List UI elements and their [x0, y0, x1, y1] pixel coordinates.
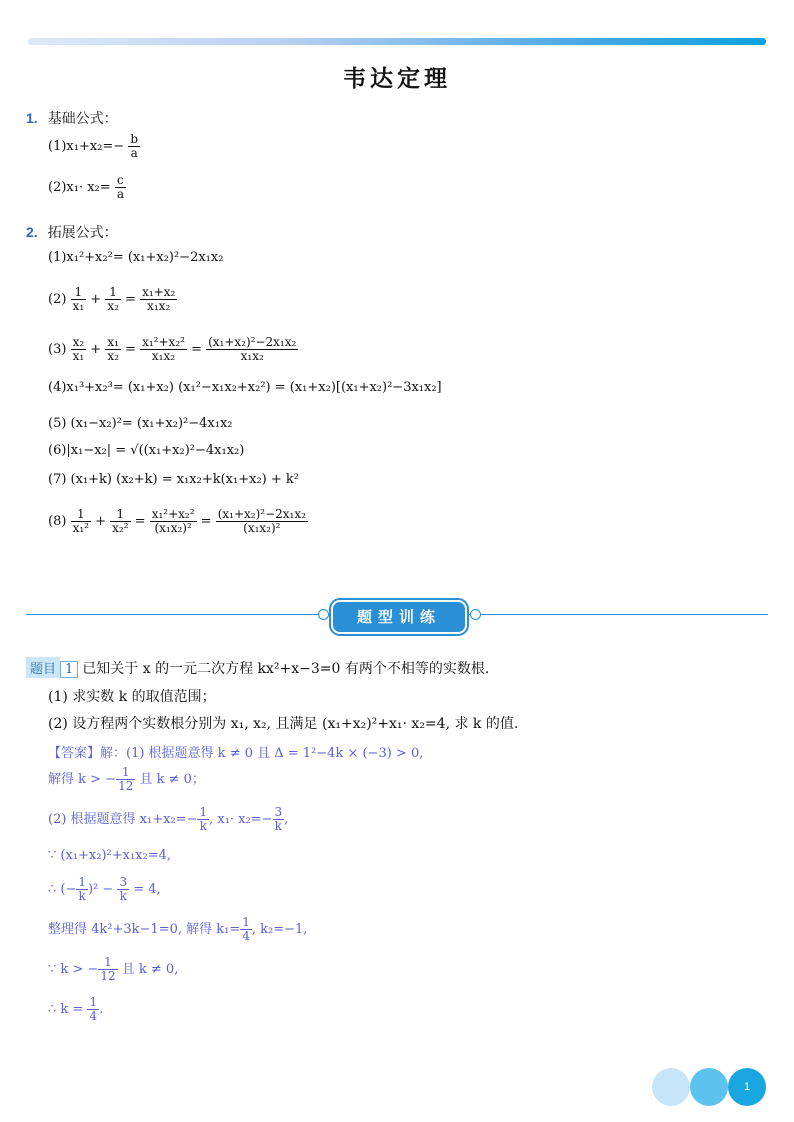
formula-index: (2): [48, 292, 67, 307]
answer-line-5: [48, 876, 161, 903]
answer-line-7: [48, 956, 178, 983]
formula-text: (1)x₁+x₂=−: [48, 139, 125, 154]
fraction: [116, 766, 135, 793]
fraction: [216, 508, 308, 535]
answer-text: ,: [284, 812, 289, 827]
numerator: 1: [199, 805, 208, 819]
numerator: 1: [71, 286, 87, 300]
denominator: x₁: [72, 349, 85, 363]
formula-index: (3): [48, 342, 67, 357]
numerator: 1: [110, 508, 130, 522]
numerator: 1: [105, 286, 121, 300]
answer-line-2: [48, 766, 205, 793]
fraction: [71, 286, 87, 313]
fraction: [206, 336, 298, 363]
fraction: [273, 806, 285, 833]
question-1: (1) 求实数 k 的取值范围；: [48, 689, 216, 705]
denominator: x₂: [107, 349, 119, 363]
fraction: [71, 336, 87, 363]
denominator: k: [199, 819, 207, 833]
answer-text: ∴ k =: [48, 1002, 88, 1017]
denominator: 4: [242, 929, 250, 943]
section-heading-basic: [26, 108, 118, 128]
formula-line-2: (2) $\frac{1}{\text{x₁}}$ + $\frac{1}{\text{x₂}}$ = $\frac{\text{x₁+x₂}}{\text{x₁x₂}}$: [48, 285, 176, 313]
numerator: (x₁+x₂)²−2x₁x₂: [217, 507, 306, 521]
section-heading-extended: [26, 222, 118, 242]
fraction: [240, 916, 252, 943]
numerator: 1: [78, 875, 87, 889]
denominator: x₁x₂: [147, 299, 171, 313]
fraction: [115, 174, 126, 201]
denominator: x₂²: [112, 521, 129, 535]
answer-text: 且 k ≠ 0；: [135, 772, 205, 787]
numerator: x₁²+x₂²: [151, 507, 195, 521]
formula-sum: [48, 133, 140, 160]
answer-text: ∴ (−: [48, 882, 77, 897]
answer-text: = 4,: [129, 882, 161, 897]
denominator: a: [116, 187, 124, 201]
answer-line-3: [48, 806, 288, 833]
answer-text: (2) 根据题意得 x₁+x₂=−: [48, 812, 198, 827]
denominator: (x₁x₂)²: [154, 521, 192, 535]
numerator: 1: [242, 915, 250, 929]
numerator: 3: [274, 805, 283, 819]
page-title: 韦达定理: [343, 65, 451, 92]
denominator: (x₁x₂)²: [243, 521, 281, 535]
answer-line-8: [48, 996, 103, 1023]
answer-line-1: 【答案】解：(1) 根据题意得 k ≠ 0 且 Δ = 1²−4k × (−3) > 0,: [48, 746, 424, 761]
numerator: (x₁+x₂)²−2x₁x₂: [208, 335, 297, 349]
fraction: [140, 336, 187, 363]
formula-line-4: (4)x₁³+x₂³= (x₁+x₂) (x₁²−x₁x₂+x₂²) = (x₁+x₂)[(x₁+x₂)²−3x₁x₂]: [48, 380, 442, 395]
fraction: [110, 508, 130, 535]
denominator: 12: [100, 969, 116, 983]
fraction: [105, 336, 121, 363]
section-number: 1.: [26, 110, 38, 126]
problem-number: 1: [60, 661, 78, 678]
fraction: [76, 876, 88, 903]
answer-text: 解得 k > −: [48, 772, 117, 787]
footer-circle-light: [652, 1068, 690, 1106]
denominator: k: [274, 819, 282, 833]
fraction: [98, 956, 117, 983]
problem-text: 已知关于 x 的一元二次方程 kx²+x−3=0 有两个不相等的实数根.: [82, 661, 490, 677]
numerator: 1: [71, 508, 91, 522]
denominator: 12: [118, 779, 134, 793]
answer-text: , x₁· x₂=−: [209, 812, 273, 827]
answer-line-6: [48, 916, 307, 943]
fraction: [197, 806, 209, 833]
section-title: 基础公式：: [47, 111, 118, 127]
denominator: x₁x₂: [151, 349, 176, 363]
answer-text: .: [99, 1002, 104, 1017]
denominator: x₂: [107, 299, 119, 313]
numerator: x₁+x₂: [142, 285, 176, 299]
fraction: [71, 508, 91, 535]
fraction: [150, 508, 197, 535]
footer-circle-mid: [690, 1068, 728, 1106]
answer-text: )² −: [88, 882, 118, 897]
denominator: x₁x₂: [240, 349, 264, 363]
formula-line-6: (6)|x₁−x₂| = √((x₁+x₂)²−4x₁x₂): [48, 443, 245, 458]
denominator: a: [130, 146, 138, 160]
numerator: c: [115, 174, 126, 188]
numerator: x₁: [107, 335, 119, 349]
numerator: b: [130, 132, 139, 146]
numerator: 1: [116, 766, 135, 780]
fraction: [117, 876, 129, 903]
formula-product: [48, 174, 126, 201]
formula-index: (8): [48, 514, 67, 529]
numerator: 1: [98, 956, 117, 970]
fraction: [140, 286, 177, 313]
fraction: [105, 286, 121, 313]
numerator: 1: [89, 995, 98, 1009]
formula-line-8: (8) $\frac{1}{\text{x₁²}}$ + $\frac{1}{\text{x₂²}}$ = $\frac{\text{x₁²+x₂²}}{\text{(x₁x₂)²}}$ = $\frac{\text{(x₁+x₂)²−2x₁x₂}}{\text{(x₁x₂)²}}$: [48, 507, 306, 535]
fraction: [87, 996, 99, 1023]
answer-line-4: ∵ (x₁+x₂)²+x₁x₂=4,: [48, 848, 172, 863]
divider-dot-left: [318, 609, 329, 620]
answer-text: 整理得 4k²+3k−1=0, 解得 k₁=: [48, 922, 241, 937]
numerator: x₂: [72, 335, 85, 349]
denominator: 4: [89, 1009, 98, 1023]
answer-text: , k₂=−1,: [251, 922, 308, 937]
problem-stem: [26, 657, 489, 678]
section-title: 拓展公式：: [47, 225, 118, 241]
answer-text: 且 k ≠ 0,: [117, 962, 179, 977]
question-2: (2) 设方程两个实数根分别为 x₁, x₂, 且满足 (x₁+x₂)²+x₁· x₂=4, 求 k 的值.: [48, 716, 519, 732]
answer-text: ∵ k > −: [48, 962, 99, 977]
denominator: x₁²: [72, 521, 89, 535]
numerator: x₁²+x₂²: [142, 335, 185, 349]
denominator: k: [78, 889, 86, 903]
fraction: [128, 133, 140, 160]
formula-text: (2)x₁· x₂=: [48, 180, 111, 195]
formula-line-3: (3) $\frac{\text{x₂}}{\text{x₁}}$ + $\frac{\text{x₁}}{\text{x₂}}$ = $\frac{\text{x₁²+x₂²}}{\text{x₁x₂}}$ = $\frac{\text{(x₁+x₂)²−2x₁x₂}}{\text{x₁x₂}}$: [48, 335, 297, 363]
denominator: k: [119, 889, 127, 903]
divider-dot-right: [470, 609, 481, 620]
denominator: x₁: [72, 299, 85, 313]
header-gradient-bar: [28, 38, 766, 45]
section-number: 2.: [26, 224, 38, 240]
formula-line-7: (7) (x₁+k) (x₂+k) = x₁x₂+k(x₁+x₂) + k²: [48, 472, 299, 487]
page-number: 1: [743, 1081, 751, 1093]
problem-tag: 题目: [26, 657, 60, 678]
practice-badge: 题型训练: [331, 600, 467, 634]
formula-line-5: (5) (x₁−x₂)²= (x₁+x₂)²−4x₁x₂: [48, 416, 233, 431]
formula-line-1: (1)x₁²+x₂²= (x₁+x₂)²−2x₁x₂: [48, 250, 224, 265]
numerator: 3: [119, 875, 128, 889]
